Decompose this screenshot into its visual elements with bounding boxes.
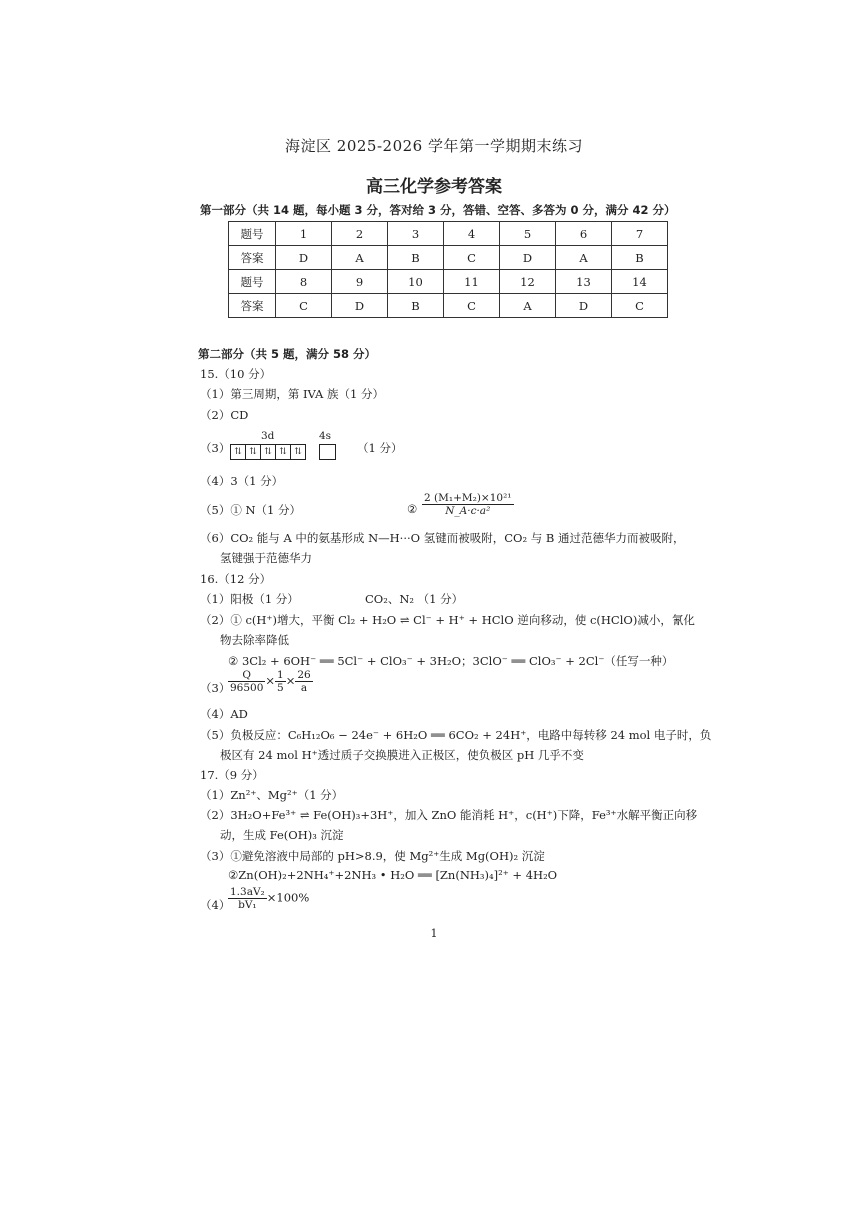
table-row — [229, 294, 668, 318]
row-label: 题号 — [229, 222, 276, 246]
table-cell: B — [388, 294, 444, 318]
row-label: 答案 — [229, 246, 276, 270]
q17-answer-4-prefix: （4） — [200, 898, 231, 912]
fraction-denominator: N_A·c·a² — [445, 505, 491, 517]
orbital-diagram-3d — [230, 444, 305, 460]
table-row — [229, 246, 668, 270]
table-cell: C — [444, 294, 500, 318]
table-cell: 2 — [332, 222, 388, 246]
percent-suffix: ×100% — [266, 890, 310, 905]
q15-answer-3-score: （1 分） — [357, 441, 403, 455]
table-row — [229, 270, 668, 294]
orbital-box-icon: ⇅ — [230, 444, 246, 460]
q16-answer-3-prefix: （3） — [200, 681, 231, 695]
table-cell: B — [612, 246, 668, 270]
part2-heading: 第二部分（共 5 题，满分 58 分） — [198, 347, 377, 361]
table-cell: 14 — [612, 270, 668, 294]
table-cell: 8 — [276, 270, 332, 294]
orbital-3d-label: 3d — [261, 430, 275, 442]
table-cell: 1 — [276, 222, 332, 246]
answer-table — [228, 221, 668, 318]
times-sign: × — [285, 673, 296, 688]
orbital-box-icon: ⇅ — [275, 444, 291, 460]
q15-answer-2: （2）CD — [200, 408, 249, 422]
fraction-denominator: bV₁ — [238, 899, 257, 911]
page-number: 1 — [430, 927, 438, 940]
row-label: 题号 — [229, 270, 276, 294]
table-cell: C — [612, 294, 668, 318]
fraction-numerator: 2 (M₁+M₂)×10²¹ — [424, 492, 512, 504]
table-cell: 6 — [556, 222, 612, 246]
table-cell: 13 — [556, 270, 612, 294]
fraction-numerator: Q — [228, 669, 265, 682]
table-cell: 5 — [500, 222, 556, 246]
q15-answer-4: （4）3（1 分） — [200, 474, 284, 488]
q17-heading: 17.（9 分） — [200, 768, 264, 782]
table-cell: 3 — [388, 222, 444, 246]
q15-heading: 15.（10 分） — [200, 367, 272, 381]
q16-answer-5-line1: （5）负极反应：C₆H₁₂O₆ − 24e⁻ + 6H₂O ══ 6CO₂ + 24H⁺，电路中每转移 24 mol 电子时，负 — [200, 728, 712, 742]
q16-answer-1b: CO₂、N₂ （1 分） — [365, 592, 464, 606]
table-cell: 9 — [332, 270, 388, 294]
fraction-numerator: 1 — [277, 669, 284, 681]
q15-answer-6-line2: 氢键强于范德华力 — [220, 551, 312, 565]
fraction-denominator: 5 — [277, 682, 284, 694]
q16-answer-1: （1）阳极（1 分） — [200, 592, 299, 606]
q16-answer-5-line2: 极区有 24 mol H⁺透过质子交换膜进入正极区，使负极区 pH 几乎不变 — [220, 748, 584, 762]
table-cell: 12 — [500, 270, 556, 294]
q16-answer-2-line3: ② 3Cl₂ + 6OH⁻ ══ 5Cl⁻ + ClO₃⁻ + 3H₂O；3ClO⁻ ══ ClO₃⁻ + 2Cl⁻（任写一种） — [228, 654, 674, 668]
q16-answer-4: （4）AD — [200, 707, 248, 721]
table-cell: A — [556, 246, 612, 270]
q15-answer-5-circle2: ② — [407, 502, 418, 516]
q16-answer-3-formula — [228, 669, 313, 694]
table-cell: 11 — [444, 270, 500, 294]
q15-answer-5-fraction — [422, 492, 514, 517]
q17-answer-2-line1: （2）3H₂O+Fe³⁺ ⇌ Fe(OH)₃+3H⁺，加入 ZnO 能消耗 H⁺，c(H⁺)下降，Fe³⁺水解平衡正向移 — [200, 808, 698, 822]
orbital-4s-label: 4s — [319, 430, 332, 442]
table-cell: A — [332, 246, 388, 270]
table-cell: D — [276, 246, 332, 270]
orbital-box-icon: ⇅ — [290, 444, 306, 460]
fraction-denominator: 96500 — [230, 682, 264, 694]
q16-answer-2-line2: 物去除率降低 — [220, 633, 289, 647]
table-cell: D — [556, 294, 612, 318]
orbital-box-icon: ⇅ — [245, 444, 261, 460]
table-cell: A — [500, 294, 556, 318]
table-row — [229, 222, 668, 246]
table-cell: C — [276, 294, 332, 318]
table-cell: 10 — [388, 270, 444, 294]
fraction-numerator: 26 — [297, 669, 311, 681]
empty-orbital-box-icon — [319, 444, 336, 460]
table-cell: D — [332, 294, 388, 318]
times-sign: × — [265, 673, 276, 688]
q15-answer-1: （1）第三周期，第 IVA 族（1 分） — [200, 387, 384, 401]
q17-answer-4-formula — [228, 886, 309, 911]
table-cell: 7 — [612, 222, 668, 246]
table-cell: D — [500, 246, 556, 270]
q15-answer-3-prefix: （3） — [200, 441, 231, 455]
q17-answer-3-line2: ②Zn(OH)₂+2NH₄⁺+2NH₃ • H₂O ══ [Zn(NH₃)₄]²⁺ + 4H₂O — [228, 868, 558, 882]
doc-title: 海淀区 2025-2026 学年第一学期期末练习 — [285, 137, 583, 155]
q17-answer-1: （1）Zn²⁺、Mg²⁺（1 分） — [200, 788, 344, 802]
doc-subtitle: 高三化学参考答案 — [366, 177, 502, 197]
table-cell: 4 — [444, 222, 500, 246]
q15-answer-5-part1: （5）① N（1 分） — [200, 503, 302, 517]
q16-answer-2-line1: （2）① c(H⁺)增大，平衡 Cl₂ + H₂O ⇌ Cl⁻ + H⁺ + HClO 逆向移动，使 c(HClO)减小，氰化 — [200, 613, 695, 627]
orbital-box-icon: ⇅ — [260, 444, 276, 460]
table-cell: B — [388, 246, 444, 270]
q17-answer-2-line2: 动，生成 Fe(OH)₃ 沉淀 — [220, 828, 344, 842]
q15-answer-6-line1: （6）CO₂ 能与 A 中的氨基形成 N—H···O 氢键而被吸附，CO₂ 与 B 通过范德华力而被吸附， — [200, 531, 685, 545]
fraction-denominator: a — [300, 682, 308, 694]
table-cell: C — [444, 246, 500, 270]
fraction-numerator: 1.3aV₂ — [230, 886, 265, 898]
q16-heading: 16.（12 分） — [200, 572, 272, 586]
q17-answer-3-line1: （3）①避免溶液中局部的 pH>8.9，使 Mg²⁺生成 Mg(OH)₂ 沉淀 — [200, 849, 545, 863]
row-label: 答案 — [229, 294, 276, 318]
orbital-diagram-4s — [319, 444, 336, 460]
part1-heading: 第一部分（共 14 题，每小题 3 分，答对给 3 分，答错、空答、多答为 0 分，满分 42 分） — [200, 203, 676, 217]
